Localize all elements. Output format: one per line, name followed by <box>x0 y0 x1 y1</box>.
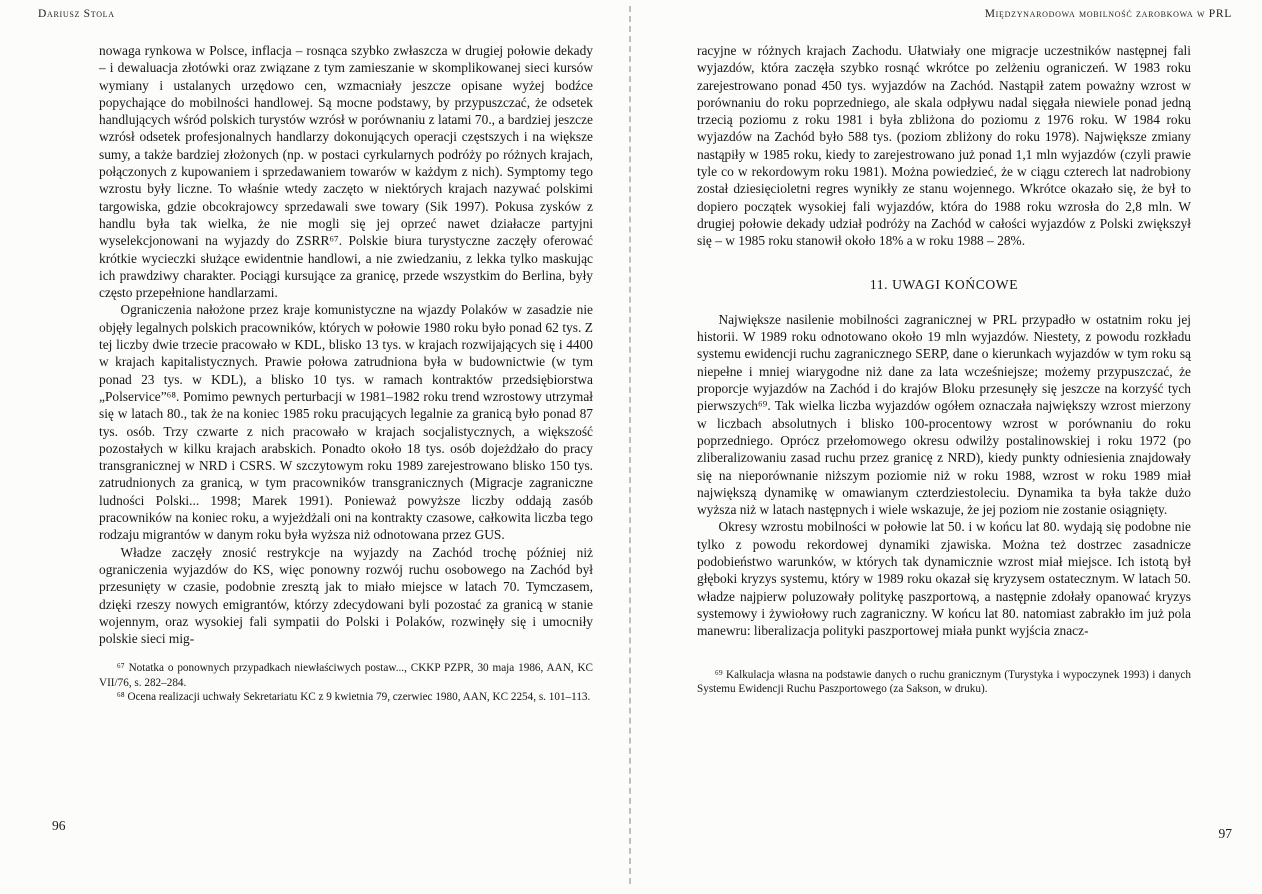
footnote: ⁶⁸ Ocena realizacji uchwały Sekretariatu KC z 9 kwietnia 79, czerwiec 1980, AAN, KC 2254, s. 101–113. <box>116 690 591 703</box>
page-right <box>631 0 1262 894</box>
running-header-author: Dariusz Stola <box>38 8 115 20</box>
body-paragraph: nowaga rynkowa w Polsce, inflacja – rosnąca szybko zwłaszcza w drugiej połowie dekady – i dewaluacja złotówki oraz związane z tym zamieszanie w skomplikowanej sieci kursów wymiany i ustalanych urzędowo cen, wzmacniały jeszcze opisane wyżej bodźce popychające do mobilności handlowej. Są mocne podstawy, by przypuszczać, że odsetek handlujących wśród polskich turystów wzrósł w porównaniu z latami 70., a bardziej jeszcze wzrósł odsetek profesjonalnych handlarzy dokonujących operacji częstszych i na większe sumy, a także bardziej złożonych (np. w postaci cyrkularnych podróży po różnych krajach, połączonych z kupowaniem i sprzedawaniem towarów w każdym z nich). Symptomy tego wzrostu były liczne. To właśnie wtedy zaczęto w niektórych krajach nazywać polskimi targowiska, gdzie obcokrajowcy sprzedawali swe towary (Sik 1997). Pokusa zysków z handlu była tak wielka, że nie mogli się jej oprzeć nawet działacze partyjni wyselekcjonowani na wyjazdy do ZSRR⁶⁷. Polskie biura turystyczne zaczęły oferować krótkie wycieczki służące ewidentnie handlowi, a nie zwiedzaniu, z lekka tylko maskując ich prawdziwy charakter. Pociągi kursujące za granicę, przede wszystkim do Berlina, były często przepełnione handlarzami. <box>99 43 593 301</box>
page-number: 96 <box>52 818 66 833</box>
section-heading: 11. UWAGI KOŃCOWE <box>869 276 1019 292</box>
right-page-text-block <box>697 42 1191 696</box>
body-paragraph: racyjne w różnych krajach Zachodu. Ułatwiały one migracje uczestników następnej fali wyjazdów, która zaczęła szybko rosnąć wkrótce po zelżeniu ograniczeń. W 1983 roku zarejestrowano ponad 450 tys. wyjazdów na Zachód. Nastąpił zatem poważny wzrost w porównaniu do roku poprzedniego, ale skala odpływu nadal sięgała niewiele ponad jedną trzecią poziomu z roku 1981 i była zbliżona do poziomu z 1976 roku. W 1984 roku wyjazdów na Zachód było 588 tys. (poziom zbliżony do roku 1978). Największe zmiany nastąpiły w 1985 roku, kiedy to zarejestrowano już ponad 1,1 mln wyjazdów (czyli prawie tyle co w rekordowym roku 1981). Można powiedzieć, że w ciągu czterech lat nadrobiony został dziesięcioletni regres wynikły ze stanu wojennego. Wkrótce okazało się, że był to dopiero początek wysokiej fali wyjazdów, która do 1988 roku wzrosła do 2,8 mln. W drugiej połowie dekady udział podróży na Zachód w całości wyjazdów z Polski zwiększył się – w 1985 roku stanowił około 18% a w roku 1988 – 28%. <box>697 43 1191 249</box>
body-paragraph: Ograniczenia nałożone przez kraje komunistyczne na wjazdy Polaków w zasadzie nie objęły legalnych polskich pracowników, których w połowie 1980 roku było ponad 62 tys. Z tej liczby dwie trzecie pracowało w KDL, blisko 13 tys. w krajach rozwijających się i 4400 w krajach kapitalistycznych. Prawie połowa zatrudniona była w budownictwie (w tym ponad 23 tys. w KDL), a blisko 10 tys. w ramach kontraktów przedsiębiorstwa „Polservice”⁶⁸. Pomimo pewnych perturbacji w 1981–1982 roku trend wzrostowy utrzymał się w latach 80., tak że na koniec 1985 roku pracujących legalnie za granicą było ponad 87 tys. osób. Trzy czwarte z nich pracowało w krajach socjalistycznych, a większość pozostałych w kilku krajach arabskich. Ponadto około 18 tys. osób dojeżdżało do pracy transgranicznej w NRD i CSRS. W szczytowym roku 1989 zarejestrowano blisko 150 tys. zatrudnionych za granicą, w tym pracowników transgranicznych (Migracje zagraniczne ludności Polski... 1998; Marek 1991). Ponieważ powyższe liczby oddają zasób pracowników na koniec roku, a wyjeżdżali oni na kontrakty czasowe, całkowita liczba tego rodzaju migrantów w danym roku była wyższa niż odnotowana przez GUS. <box>99 302 593 543</box>
page-number: 97 <box>1218 826 1232 841</box>
body-paragraph: Władze zaczęły znosić restrykcje na wyjazdy na Zachód trochę później niż ograniczenia wyjazdów do KS, więc ponowny rozwój ruchu osobowego na Zachód był przesunięty w czasie, podobnie zresztą jak to miało miejsce w latach 70. Tymczasem, dzięki rzeszy nowych emigrantów, którzy zdecydowani byli pozostać za granicą w stanie wojennym, oraz wysokiej fali sympatii do Polski i Polaków, rozwinęły się i umocniły polskie sieci mig- <box>99 544 593 647</box>
body-paragraph: Okresy wzrostu mobilności w połowie lat 50. i w końcu lat 80. wydają się podobne nie tylko z powodu rekordowej dynamiki zjawiska. Można też dostrzec zasadnicze podobieństwo warunków, w których tak dynamicznie wzrost miał miejsce. Ich istotą był głęboki kryzys systemu, który w 1989 roku okazał się kryzysem ostatecznym. W latach 50. władze najpierw poluzowały politykę paszportową, a następnie zdołały opanować kryzys systemowy i żywiołowy ruch zagraniczny. W końcu lat 80. natomiast zabrakło im już pola manewru: liberalizacja polityki paszportowej miała punkt wyjścia znacz- <box>697 519 1191 639</box>
footnotes-block <box>99 661 593 704</box>
footnote: ⁶⁹ Kalkulacja własna na podstawie danych o ruchu granicznym (Turystyka i wypoczynek 1993) i danych Systemu Ewidencji Ruchu Paszportowego (za Sakson, w druku). <box>697 668 1191 695</box>
body-paragraph: Największe nasilenie mobilności zagranicznej w PRL przypadło w ostatnim roku jej historii. W 1989 roku odnotowano około 19 mln wyjazdów. Niestety, z powodu rozkładu systemu ewidencji ruchu zagranicznego SERP, dane o kierunkach wyjazdów w tym roku są niepełne i mniej wiarygodne niż dane za lata wcześniejsze; możemy przypuszczać, że proporcje wyjazdów na Zachód i do krajów Bloku przesunęły się jeszcze na korzyść tych pierwszych⁶⁹. Tak wielka liczba wyjazdów ogółem oznaczała największy wzrost mierzony w liczbach absolutnych i blisko 100-procentowy wzrost w porównaniu do roku poprzedniego. Oprócz przełomowego okresu odwilży postalinowskiej i roku 1972 (po zliberalizowaniu zasad ruchu przez granicę z NRD), kiedy punkty odniesienia znajdowały się na nieporównanie niższym poziomie niż w roku 1988, wzrost w roku 1989 miał największą dynamikę w omawianym czterdziestoleciu. Dynamika ta była także dużo wyższa niż w latach następnych i wiele wskazuje, że jej poziom nie zostanie osiągnięty. <box>697 311 1191 518</box>
left-page-text-block <box>99 42 593 704</box>
footnote: ⁶⁷ Notatka o ponownych przypadkach niewłaściwych postaw..., CKKP PZPR, 30 maja 1986, AAN, KC VII/76, s. 282–284. <box>99 662 593 689</box>
footnotes-block <box>697 668 1191 697</box>
running-header-title: Międzynarodowa mobilność zarobkowa w PRL <box>984 8 1232 20</box>
